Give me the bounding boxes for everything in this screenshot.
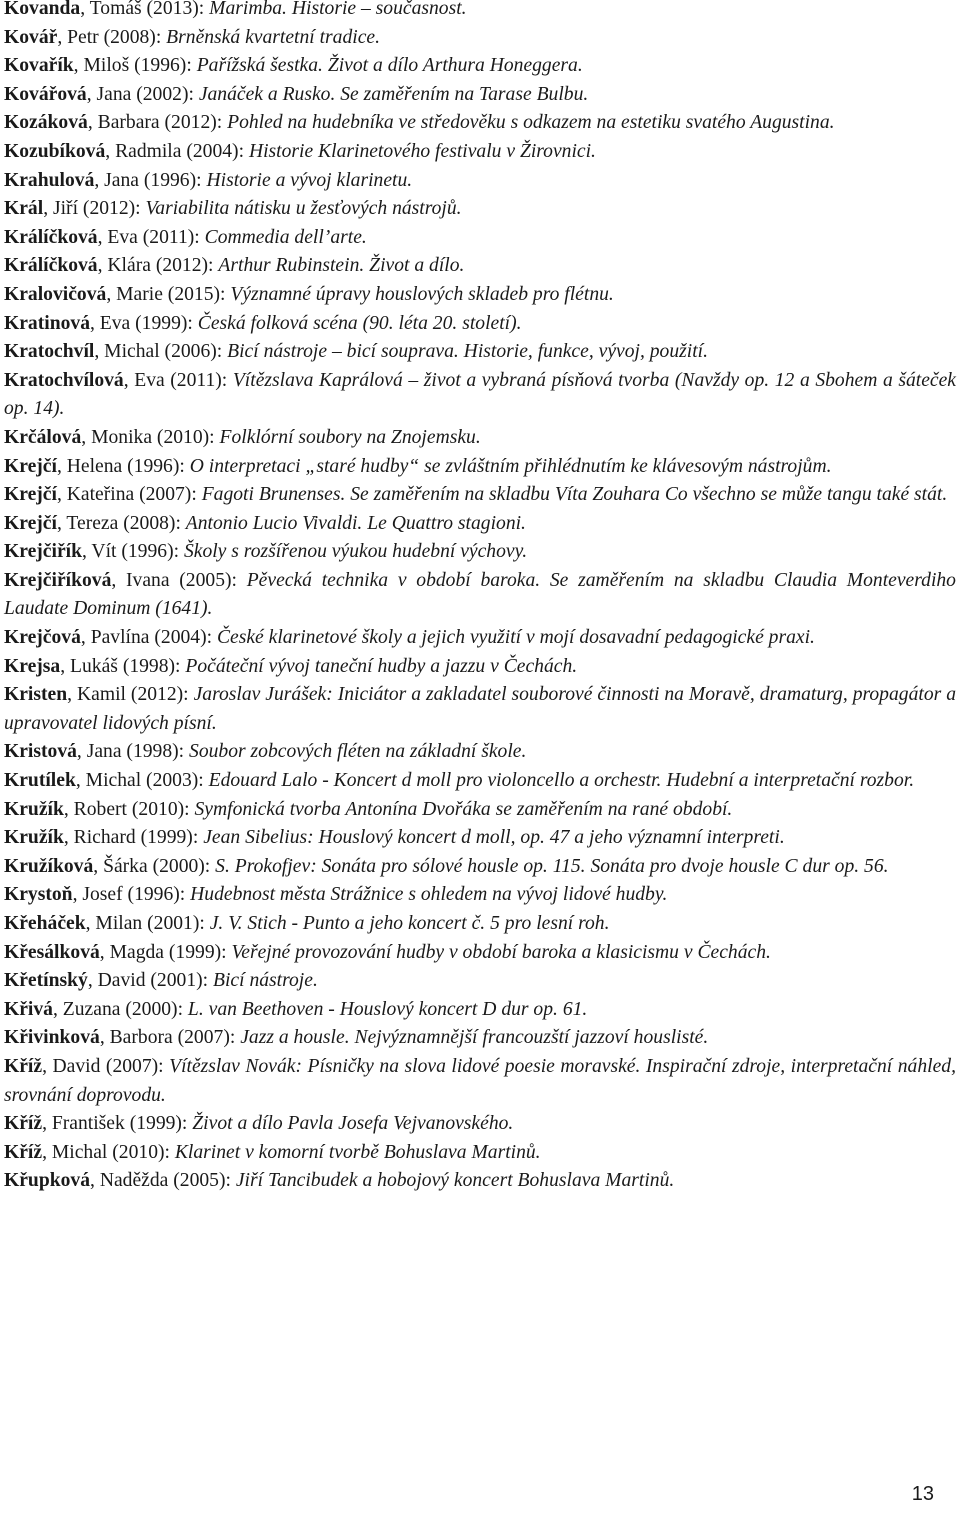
entry-title: Jazz a housle. Nejvýznamnější francouzští jazzoví houslisté. bbox=[240, 1027, 709, 1049]
entry-author-year: , Lukáš (1998): bbox=[60, 655, 186, 677]
entry-author-year: , Šárka (2000): bbox=[93, 855, 216, 877]
bibliography-entry bbox=[4, 939, 956, 968]
entry-title: Janáček a Rusko. Se zaměřením na Tarase Bulbu. bbox=[198, 83, 589, 105]
entry-surname: Krutílek bbox=[4, 770, 76, 792]
bibliography-entry bbox=[4, 910, 956, 939]
entry-surname: Kristen bbox=[4, 684, 68, 706]
entry-surname: Krejčová bbox=[4, 627, 81, 649]
entry-title: Marimba. Historie – současnost. bbox=[209, 0, 467, 19]
bibliography-entry bbox=[4, 367, 956, 424]
entry-author-year: , Barbara (2012): bbox=[87, 112, 228, 134]
entry-surname: Kozáková bbox=[4, 112, 88, 134]
entry-author-year: , David (2001): bbox=[87, 970, 213, 992]
entry-title: Fagoti Brunenses. Se zaměřením na skladbu Víta Zouhara Co všechno se může tangu také stát. bbox=[201, 484, 948, 506]
entry-author-year: , Tomáš (2013): bbox=[80, 0, 210, 19]
entry-title: Jean Sibelius: Houslový koncert d moll, op. 47 a jeho významní interpreti. bbox=[203, 827, 785, 849]
entry-surname: Kovanda bbox=[4, 0, 81, 19]
bibliography-entry bbox=[4, 624, 956, 653]
entry-surname: Král bbox=[4, 198, 44, 220]
bibliography-entry bbox=[4, 538, 956, 567]
entry-surname: Krystoň bbox=[4, 884, 73, 906]
bibliography-entry bbox=[4, 853, 956, 882]
entry-surname: Kratinová bbox=[4, 312, 90, 334]
entry-author-year: , Jana (1998): bbox=[76, 741, 190, 763]
bibliography-entry bbox=[4, 195, 956, 224]
entry-author-year: , Milan (2001): bbox=[85, 913, 210, 934]
entry-title: Veřejné provozování hudby v období baroka a klasicismu v Čechách. bbox=[231, 941, 771, 963]
bibliography-entry bbox=[4, 167, 956, 196]
entry-title: Folklórní soubory na Znojemsku. bbox=[219, 426, 481, 448]
entry-surname: Kružíková bbox=[4, 855, 94, 877]
entry-title: Vítězslava Kaprálová – život a vybraná písňová tvorba (Navždy op. 12 a Sbohem a šáteček op. 14). bbox=[4, 369, 957, 420]
entry-surname: Králíčková bbox=[4, 255, 98, 277]
entry-surname: Kružík bbox=[4, 827, 64, 849]
entry-author-year: , Ivana (2005): bbox=[111, 569, 247, 591]
entry-title: Arthur Rubinstein. Život a dílo. bbox=[218, 255, 465, 277]
entry-author-year: , František (1999): bbox=[42, 1113, 193, 1135]
entry-author-year: , Pavlína (2004): bbox=[80, 627, 217, 649]
entry-title: Edouard Lalo - Koncert d moll pro violoncello a orchestr. Hudební a interpretační rozbor. bbox=[208, 770, 915, 792]
entry-title: Commedia dell’arte. bbox=[204, 226, 367, 248]
bibliography-entry bbox=[4, 510, 956, 539]
bibliography-entry bbox=[4, 881, 956, 910]
entry-surname: Kristová bbox=[4, 741, 77, 763]
entry-author-year: , Radmila (2004): bbox=[105, 140, 249, 162]
entry-surname: Krejsa bbox=[4, 655, 61, 677]
entry-title: S. Prokofjev: Sonáta pro sólové housle op. 115. Sonáta pro dvoje housle C dur op. 56. bbox=[215, 855, 889, 877]
entry-title: Klarinet v komorní tvorbě Bohuslava Martinů. bbox=[174, 1141, 541, 1163]
bibliography-entry bbox=[4, 338, 956, 367]
bibliography-list bbox=[4, 0, 956, 1196]
entry-author-year: , Jiří (2012): bbox=[43, 198, 146, 220]
bibliography-entry bbox=[4, 224, 956, 253]
entry-title: Počáteční vývoj taneční hudby a jazzu v Čechách. bbox=[185, 655, 578, 677]
entry-title: Česká folková scéna (90. léta 20. století). bbox=[197, 312, 522, 334]
entry-author-year: , Tereza (2008): bbox=[56, 512, 186, 534]
entry-author-year: , Miloš (1996): bbox=[73, 55, 197, 77]
entry-surname: Krahulová bbox=[4, 169, 95, 191]
bibliography-entry bbox=[4, 996, 956, 1025]
bibliography-entry bbox=[4, 281, 956, 310]
entry-surname: Krejčí bbox=[4, 484, 57, 506]
bibliography-entry bbox=[4, 738, 956, 767]
entry-author-year: , Klára (2012): bbox=[97, 255, 219, 277]
entry-surname: Kříž bbox=[4, 1055, 43, 1077]
bibliography-entry bbox=[4, 81, 956, 110]
entry-surname: Krčálová bbox=[4, 426, 82, 448]
bibliography-entry bbox=[4, 453, 956, 482]
entry-author-year: , Michal (2010): bbox=[42, 1141, 175, 1163]
entry-title: Bicí nástroje. bbox=[213, 970, 318, 992]
entry-author-year: , David (2007): bbox=[42, 1055, 170, 1077]
entry-author-year: , Eva (2011): bbox=[97, 226, 205, 248]
entry-surname: Křetínský bbox=[4, 970, 88, 992]
entry-author-year: , Helena (1996): bbox=[56, 455, 190, 477]
entry-author-year: , Michal (2006): bbox=[94, 341, 228, 363]
entry-surname: Kratochvílová bbox=[4, 369, 124, 391]
bibliography-entry bbox=[4, 681, 956, 738]
entry-title: Variabilita nátisku u žesťových nástrojů. bbox=[145, 198, 462, 220]
entry-author-year: , Jana (1996): bbox=[94, 169, 207, 191]
entry-surname: Králíčková bbox=[4, 226, 98, 248]
entry-surname: Kříž bbox=[4, 1141, 43, 1163]
entry-title: Jaroslav Jurášek: Iniciátor a zakladatel souborové činnosti na Moravě, dramaturg, propagátor a upravovatel lidových písní. bbox=[4, 684, 956, 734]
entry-title: Vítězslav Novák: Písničky na slova lidové poesie moravské. Inspirační zdroje, interpretační náhled, srovnání doprovodu. bbox=[4, 1055, 956, 1106]
entry-title: Pěvecká technika v období baroka. Se zaměřením na skladbu Claudia Monteverdiho Laudate Dominum (1641). bbox=[4, 569, 956, 620]
entry-author-year: , Monika (2010): bbox=[81, 426, 220, 448]
bibliography-entry bbox=[4, 252, 956, 281]
entry-author-year: , Richard (1999): bbox=[63, 827, 204, 849]
bibliography-entry bbox=[4, 1110, 956, 1139]
entry-author-year: , Eva (2011): bbox=[123, 369, 233, 391]
entry-author-year: , Petr (2008): bbox=[57, 26, 167, 48]
bibliography-entry bbox=[4, 1167, 956, 1196]
entry-author-year: , Zuzana (2000): bbox=[52, 998, 188, 1020]
bibliography-entry bbox=[4, 653, 956, 682]
entry-author-year: , Vít (1996): bbox=[81, 541, 184, 563]
bibliography-entry bbox=[4, 796, 956, 825]
entry-author-year: , Michal (2003): bbox=[75, 770, 209, 792]
bibliography-entry bbox=[4, 767, 956, 796]
entry-title: O interpretaci „staré hudby“ se zvláštním přihlédnutím ke klávesovým nástrojům. bbox=[189, 455, 832, 477]
entry-title: Historie Klarinetového festivalu v Žirovnici. bbox=[248, 140, 596, 162]
bibliography-entry bbox=[4, 481, 956, 510]
entry-author-year: , Naděžda (2005): bbox=[90, 1170, 236, 1192]
entry-title: L. van Beethoven - Houslový koncert D dur op. 61. bbox=[187, 998, 588, 1020]
entry-surname: Křesálková bbox=[4, 941, 100, 963]
entry-title: Školy s rozšířenou výukou hudební výchovy. bbox=[183, 541, 528, 563]
entry-surname: Křivá bbox=[4, 998, 53, 1020]
page-number: 13 bbox=[911, 1483, 934, 1505]
entry-surname: Kovářová bbox=[4, 83, 87, 105]
entry-title: Antonio Lucio Vivaldi. Le Quattro stagioni. bbox=[185, 512, 526, 534]
entry-title: Brněnská kvartetní tradice. bbox=[166, 26, 381, 48]
bibliography-entry bbox=[4, 1053, 956, 1110]
entry-author-year: , Kamil (2012): bbox=[67, 684, 194, 706]
entry-title: Jiří Tancibudek a hobojový koncert Bohuslava Martinů. bbox=[235, 1170, 675, 1192]
entry-title: Pařížská šestka. Život a dílo Arthura Honeggera. bbox=[196, 55, 583, 77]
entry-author-year: , Josef (1996): bbox=[72, 884, 191, 906]
entry-title: Hudebnost města Strážnice s ohledem na vývoj lidové hudby. bbox=[190, 884, 668, 906]
entry-title: Život a dílo Pavla Josefa Vejvanovského. bbox=[192, 1113, 514, 1135]
entry-title: Významné úpravy houslových skladeb pro flétnu. bbox=[230, 283, 614, 305]
entry-title: J. V. Stich - Punto a jeho koncert č. 5 pro lesní roh. bbox=[209, 913, 610, 934]
entry-surname: Křeháček bbox=[4, 913, 86, 934]
entry-surname: Krejčiřík bbox=[4, 541, 82, 563]
entry-title: Pohled na hudebníka ve středověku s odkazem na estetiku svatého Augustina. bbox=[227, 112, 835, 134]
entry-title: Soubor zobcových fléten na základní škole. bbox=[189, 741, 527, 763]
entry-surname: Kovařík bbox=[4, 55, 74, 77]
entry-author-year: , Barbora (2007): bbox=[99, 1027, 241, 1049]
entry-author-year: , Robert (2010): bbox=[63, 798, 195, 820]
entry-title: Bicí nástroje – bicí souprava. Historie, funkce, vývoj, použití. bbox=[227, 341, 708, 363]
bibliography-entry bbox=[4, 824, 956, 853]
entry-author-year: , Jana (2002): bbox=[86, 83, 199, 105]
bibliography-entry bbox=[4, 52, 956, 81]
entry-surname: Kralovičová bbox=[4, 283, 107, 305]
entry-surname: Kozubíková bbox=[4, 140, 106, 162]
entry-author-year: , Magda (1999): bbox=[99, 941, 232, 963]
entry-surname: Křivinková bbox=[4, 1027, 100, 1049]
entry-author-year: , Kateřina (2007): bbox=[56, 484, 202, 506]
bibliography-entry bbox=[4, 109, 956, 138]
entry-surname: Krejčí bbox=[4, 455, 57, 477]
entry-surname: Křupková bbox=[4, 1170, 91, 1192]
bibliography-entry bbox=[4, 1139, 956, 1168]
entry-title: České klarinetové školy a jejich využití v mojí dosavadní pedagogické praxi. bbox=[216, 627, 815, 649]
bibliography-entry bbox=[4, 0, 956, 24]
bibliography-entry bbox=[4, 967, 956, 996]
entry-title: Symfonická tvorba Antonína Dvořáka se zaměřením na rané období. bbox=[194, 798, 733, 820]
entry-author-year: , Marie (2015): bbox=[106, 283, 231, 305]
bibliography-entry bbox=[4, 24, 956, 53]
entry-surname: Kovář bbox=[4, 26, 58, 48]
entry-surname: Kříž bbox=[4, 1113, 43, 1135]
bibliography-entry bbox=[4, 567, 956, 624]
bibliography-entry bbox=[4, 138, 956, 167]
entry-author-year: , Eva (1999): bbox=[90, 312, 198, 334]
entry-surname: Kružík bbox=[4, 798, 64, 820]
entry-surname: Kratochvíl bbox=[4, 341, 95, 363]
bibliography-entry bbox=[4, 310, 956, 339]
bibliography-entry bbox=[4, 424, 956, 453]
entry-surname: Krejčí bbox=[4, 512, 57, 534]
bibliography-entry bbox=[4, 1024, 956, 1053]
entry-title: Historie a vývoj klarinetu. bbox=[206, 169, 413, 191]
entry-surname: Krejčiříková bbox=[4, 569, 112, 591]
